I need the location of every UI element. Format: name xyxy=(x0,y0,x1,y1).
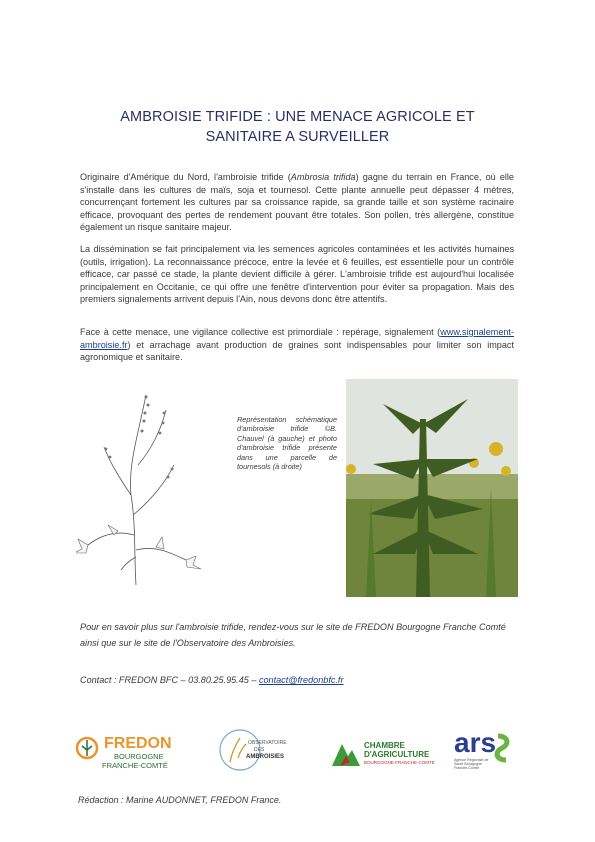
title-line-1: AMBROISIE TRIFIDE : UNE MENACE AGRICOLE ET xyxy=(120,109,475,125)
title-line-2: SANITAIRE A SURVEILLER xyxy=(205,129,390,145)
more-info-text: Pour en savoir plus sur l'ambroisie trifide, rendez-vous sur le site de FREDON Bourgogne Franche Comté ainsi que sur le site de l'Observatoire des Ambroisies. xyxy=(80,622,506,648)
chambre-line-1: CHAMBRE xyxy=(364,741,405,750)
observatoire-line-3: AMBROISIES xyxy=(246,754,285,760)
p1-latin-name: Ambrosia trifida xyxy=(290,172,356,182)
ambrosia-field-photo xyxy=(346,379,518,597)
contact-prefix: Contact : FREDON BFC – 03.80.25.95.45 – xyxy=(80,675,259,685)
fredon-name: FREDON xyxy=(104,735,172,752)
observatoire-line-1: OBSERVATOIRE xyxy=(248,740,287,746)
fredon-region-1: BOURGOGNE xyxy=(114,752,164,761)
page-title xyxy=(60,107,535,147)
paragraph-vigilance xyxy=(80,326,514,364)
signalement-link[interactable]: www.signalement-ambroisie.fr xyxy=(80,327,514,350)
p3-text-b: ) et arrachage avant production de graines sont indispensables pour limiter son impact agronomique et sanitaire. xyxy=(80,339,514,363)
contact-line xyxy=(80,675,344,685)
fredon-region-2: FRANCHE-COMTÉ xyxy=(102,761,168,770)
paragraph-origin xyxy=(80,171,514,234)
p1-text-b: ) gagne du terrain en France, où elle s'installe dans les cultures de maïs, soja et tournesol. Cette plante annuelle peut dépasser 4 mètres, concurrençant fortement les cultures par sa croissance rapide, sa grande taille et son système racinaire efficace, provoquant des pertes de rendement pouvant être totales. Son pollen, très allergène, constitue également un risque sanitaire majeur. xyxy=(80,172,514,233)
fredon-logo xyxy=(77,735,172,770)
p1-text-a: Originaire d'Amérique du Nord, l'ambroisie trifide ( xyxy=(80,172,291,182)
observatoire-logo xyxy=(220,730,287,770)
contact-email-link[interactable]: contact@fredonbfc.fr xyxy=(258,675,344,685)
figure-caption: Représentation schématique d'ambroisie trifide ©B. Chauvel (à gauche) et photo d'ambroisie trifide présente dans une parcelle de tournesols (à droite) xyxy=(237,415,337,472)
partner-logos xyxy=(70,722,530,782)
paragraph-dissemination: La dissémination se fait principalement via les semences agricoles contaminées et les activités humaines (outils, irrigation). La reconnaissance précoce, entre la levée et 6 feuilles, est essentielle pour un contrôle efficace, car passé ce stade, la plante devient difficile à gérer. L'ambroisie trifide est aujourd'hui localisée principalement en Occitanie, ce qui offre une fenêtre d'intervention pour éviter sa propagation. Mais des premiers signalements arrivent depuis l'Ain, nous devons donc être attentifs. xyxy=(80,244,514,305)
ars-subtitle: Agence Régionale de Santé Bourgogne Franche-Comté xyxy=(454,758,489,771)
p3-text-a: Face à cette menace, une vigilance collective est primordiale : repérage, signalement ( xyxy=(80,327,441,337)
ambrosia-sketch-illustration xyxy=(76,385,206,590)
chambre-agriculture-logo xyxy=(332,741,435,766)
observatoire-line-2: DES xyxy=(254,747,265,753)
redaction-credit: Rédaction : Marine AUDONNET, FREDON France. xyxy=(78,795,282,805)
ars-name: ars xyxy=(454,727,497,758)
ars-logo xyxy=(454,727,507,780)
chambre-line-2: D'AGRICULTURE xyxy=(364,750,430,759)
chambre-line-3: BOURGOGNE-FRANCHE-COMTÉ xyxy=(364,760,435,765)
